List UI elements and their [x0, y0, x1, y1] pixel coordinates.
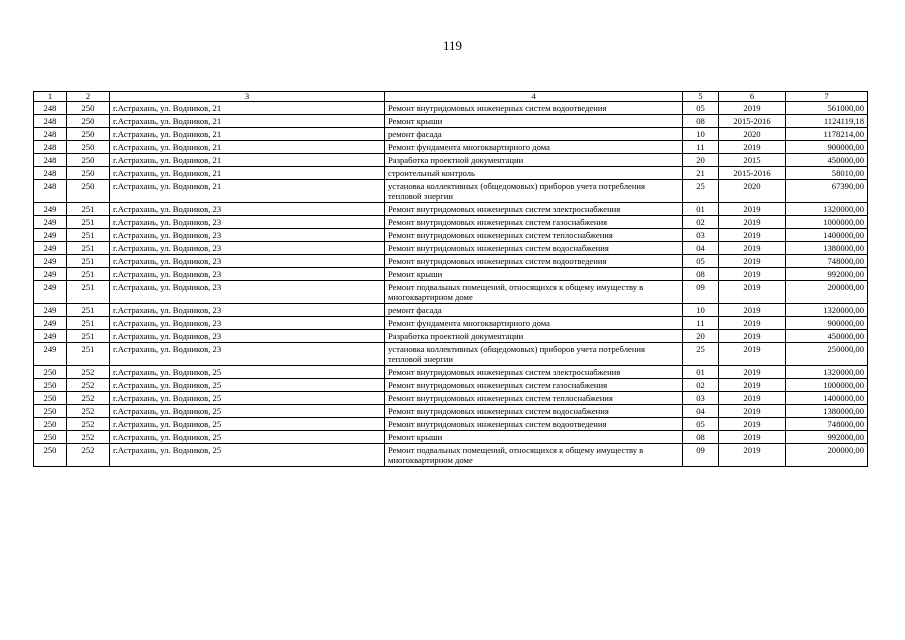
- cell-work-code: 08: [683, 431, 719, 444]
- cell-row-index: 250: [34, 418, 67, 431]
- cell-work-type: Ремонт фундамента многоквартирного дома: [385, 317, 683, 330]
- cell-row-index: 249: [34, 216, 67, 229]
- cell-work-code: 21: [683, 167, 719, 180]
- cell-work-type: Ремонт внутридомовых инженерных систем водоснабжения: [385, 405, 683, 418]
- cell-object-number: 250: [67, 154, 110, 167]
- column-header-5: 5: [683, 92, 719, 102]
- cell-amount: 561000,00: [786, 102, 868, 115]
- table-row: [34, 343, 868, 366]
- works-table: [33, 91, 868, 467]
- column-header-4: 4: [385, 92, 683, 102]
- cell-period: 2015: [719, 154, 786, 167]
- cell-work-code: 03: [683, 392, 719, 405]
- cell-address: г.Астрахань, ул. Водников, 23: [110, 281, 385, 304]
- cell-work-type: Ремонт внутридомовых инженерных систем водоотведения: [385, 418, 683, 431]
- cell-period: 2019: [719, 268, 786, 281]
- cell-work-code: 02: [683, 379, 719, 392]
- cell-period: 2019: [719, 405, 786, 418]
- cell-amount: 992000,00: [786, 431, 868, 444]
- cell-row-index: 248: [34, 102, 67, 115]
- cell-amount: 992000,00: [786, 268, 868, 281]
- table-row: [34, 255, 868, 268]
- cell-row-index: 249: [34, 343, 67, 366]
- table-row: [34, 154, 868, 167]
- cell-work-code: 04: [683, 405, 719, 418]
- cell-object-number: 250: [67, 141, 110, 154]
- cell-row-index: 249: [34, 268, 67, 281]
- column-header-7: 7: [786, 92, 868, 102]
- cell-amount: 748000,00: [786, 255, 868, 268]
- cell-work-type: Ремонт подвальных помещений, относящихся к общему имуществу в многоквартирном доме: [385, 444, 683, 467]
- cell-object-number: 251: [67, 343, 110, 366]
- cell-row-index: 248: [34, 115, 67, 128]
- cell-amount: 900000,00: [786, 141, 868, 154]
- cell-row-index: 248: [34, 167, 67, 180]
- cell-work-type: Ремонт внутридомовых инженерных систем газоснабжения: [385, 379, 683, 392]
- cell-address: г.Астрахань, ул. Водников, 25: [110, 405, 385, 418]
- cell-address: г.Астрахань, ул. Водников, 21: [110, 115, 385, 128]
- cell-period: 2019: [719, 431, 786, 444]
- cell-object-number: 250: [67, 102, 110, 115]
- cell-object-number: 252: [67, 418, 110, 431]
- cell-work-type: установка коллективных (общедомовых) приборов учета потребления тепловой энергии: [385, 180, 683, 203]
- cell-row-index: 249: [34, 304, 67, 317]
- cell-period: 2019: [719, 242, 786, 255]
- cell-work-type: Ремонт внутридомовых инженерных систем электроснабжения: [385, 366, 683, 379]
- cell-object-number: 252: [67, 379, 110, 392]
- cell-row-index: 249: [34, 317, 67, 330]
- cell-period: 2019: [719, 343, 786, 366]
- cell-address: г.Астрахань, ул. Водников, 25: [110, 366, 385, 379]
- cell-work-code: 09: [683, 281, 719, 304]
- cell-object-number: 251: [67, 281, 110, 304]
- table-row: [34, 242, 868, 255]
- column-header-1: 1: [34, 92, 67, 102]
- cell-address: г.Астрахань, ул. Водников, 23: [110, 229, 385, 242]
- table-body: [34, 102, 868, 467]
- cell-amount: 1320000,00: [786, 203, 868, 216]
- cell-work-code: 11: [683, 141, 719, 154]
- cell-amount: 1400000,00: [786, 229, 868, 242]
- cell-object-number: 252: [67, 444, 110, 467]
- cell-work-code: 01: [683, 366, 719, 379]
- cell-object-number: 252: [67, 392, 110, 405]
- cell-row-index: 249: [34, 203, 67, 216]
- cell-work-code: 05: [683, 418, 719, 431]
- table-row: [34, 203, 868, 216]
- table-row: [34, 216, 868, 229]
- cell-address: г.Астрахань, ул. Водников, 21: [110, 180, 385, 203]
- cell-work-code: 02: [683, 216, 719, 229]
- cell-address: г.Астрахань, ул. Водников, 23: [110, 304, 385, 317]
- cell-work-type: Ремонт крыши: [385, 268, 683, 281]
- table-header-row: [34, 92, 868, 102]
- cell-address: г.Астрахань, ул. Водников, 25: [110, 431, 385, 444]
- cell-period: 2015-2016: [719, 167, 786, 180]
- cell-amount: 1380000,00: [786, 405, 868, 418]
- cell-address: г.Астрахань, ул. Водников, 21: [110, 128, 385, 141]
- cell-address: г.Астрахань, ул. Водников, 23: [110, 343, 385, 366]
- table-row: [34, 167, 868, 180]
- cell-work-type: Ремонт крыши: [385, 115, 683, 128]
- table-row: [34, 268, 868, 281]
- table-row: [34, 392, 868, 405]
- cell-work-code: 05: [683, 255, 719, 268]
- cell-work-type: Ремонт внутридомовых инженерных систем газоснабжения: [385, 216, 683, 229]
- cell-object-number: 251: [67, 317, 110, 330]
- cell-row-index: 250: [34, 379, 67, 392]
- cell-amount: 1320000,00: [786, 304, 868, 317]
- cell-period: 2020: [719, 180, 786, 203]
- cell-amount: 450000,00: [786, 154, 868, 167]
- table-row: [34, 281, 868, 304]
- cell-period: 2019: [719, 141, 786, 154]
- cell-work-type: Ремонт внутридомовых инженерных систем электроснабжения: [385, 203, 683, 216]
- cell-amount: 58010,00: [786, 167, 868, 180]
- cell-row-index: 250: [34, 405, 67, 418]
- table-row: [34, 180, 868, 203]
- cell-work-type: ремонт фасада: [385, 128, 683, 141]
- cell-row-index: 250: [34, 444, 67, 467]
- cell-period: 2019: [719, 392, 786, 405]
- cell-work-type: Ремонт внутридомовых инженерных систем теплоснабжения: [385, 229, 683, 242]
- table-row: [34, 444, 868, 467]
- cell-work-type: Ремонт подвальных помещений, относящихся к общему имуществу в многоквартирном доме: [385, 281, 683, 304]
- cell-address: г.Астрахань, ул. Водников, 25: [110, 418, 385, 431]
- cell-work-code: 08: [683, 268, 719, 281]
- cell-address: г.Астрахань, ул. Водников, 21: [110, 141, 385, 154]
- cell-period: 2015-2016: [719, 115, 786, 128]
- cell-address: г.Астрахань, ул. Водников, 23: [110, 255, 385, 268]
- cell-work-type: установка коллективных (общедомовых) приборов учета потребления тепловой энергии: [385, 343, 683, 366]
- cell-address: г.Астрахань, ул. Водников, 25: [110, 379, 385, 392]
- cell-work-code: 05: [683, 102, 719, 115]
- cell-amount: 900000,00: [786, 317, 868, 330]
- table-row: [34, 229, 868, 242]
- column-header-2: 2: [67, 92, 110, 102]
- cell-work-code: 20: [683, 330, 719, 343]
- cell-period: 2019: [719, 203, 786, 216]
- cell-amount: 250000,00: [786, 343, 868, 366]
- cell-work-type: Ремонт фундамента многоквартирного дома: [385, 141, 683, 154]
- cell-row-index: 248: [34, 141, 67, 154]
- cell-object-number: 251: [67, 268, 110, 281]
- cell-period: 2019: [719, 366, 786, 379]
- cell-work-type: Ремонт внутридомовых инженерных систем водоснабжения: [385, 242, 683, 255]
- table-row: [34, 405, 868, 418]
- cell-row-index: 248: [34, 128, 67, 141]
- cell-row-index: 248: [34, 154, 67, 167]
- cell-work-code: 03: [683, 229, 719, 242]
- cell-address: г.Астрахань, ул. Водников, 25: [110, 392, 385, 405]
- cell-work-type: Ремонт внутридомовых инженерных систем теплоснабжения: [385, 392, 683, 405]
- cell-amount: 748000,00: [786, 418, 868, 431]
- cell-address: г.Астрахань, ул. Водников, 23: [110, 203, 385, 216]
- cell-object-number: 250: [67, 167, 110, 180]
- cell-object-number: 252: [67, 405, 110, 418]
- cell-address: г.Астрахань, ул. Водников, 23: [110, 268, 385, 281]
- cell-row-index: 249: [34, 255, 67, 268]
- table-row: [34, 330, 868, 343]
- column-header-6: 6: [719, 92, 786, 102]
- cell-amount: 1000000,00: [786, 216, 868, 229]
- table-row: [34, 317, 868, 330]
- cell-work-type: Ремонт крыши: [385, 431, 683, 444]
- cell-object-number: 251: [67, 304, 110, 317]
- cell-work-code: 08: [683, 115, 719, 128]
- cell-period: 2019: [719, 330, 786, 343]
- cell-address: г.Астрахань, ул. Водников, 21: [110, 154, 385, 167]
- cell-row-index: 248: [34, 180, 67, 203]
- cell-object-number: 252: [67, 431, 110, 444]
- cell-address: г.Астрахань, ул. Водников, 23: [110, 216, 385, 229]
- cell-amount: 1124119,18: [786, 115, 868, 128]
- cell-row-index: 249: [34, 281, 67, 304]
- cell-work-type: ремонт фасада: [385, 304, 683, 317]
- cell-work-type: Разработка проектной документации: [385, 154, 683, 167]
- cell-period: 2019: [719, 229, 786, 242]
- table-row: [34, 304, 868, 317]
- cell-period: 2019: [719, 379, 786, 392]
- table-row: [34, 141, 868, 154]
- cell-amount: 200000,00: [786, 281, 868, 304]
- cell-work-code: 10: [683, 304, 719, 317]
- cell-period: 2019: [719, 216, 786, 229]
- cell-row-index: 250: [34, 366, 67, 379]
- cell-period: 2019: [719, 102, 786, 115]
- cell-period: 2020: [719, 128, 786, 141]
- cell-amount: 1400000,00: [786, 392, 868, 405]
- cell-row-index: 250: [34, 392, 67, 405]
- cell-object-number: 250: [67, 115, 110, 128]
- cell-object-number: 251: [67, 330, 110, 343]
- cell-object-number: 251: [67, 203, 110, 216]
- cell-amount: 200000,00: [786, 444, 868, 467]
- cell-work-code: 25: [683, 343, 719, 366]
- cell-amount: 1320000,00: [786, 366, 868, 379]
- cell-work-type: Ремонт внутридомовых инженерных систем водоотведения: [385, 255, 683, 268]
- page-number: 119: [442, 38, 463, 53]
- cell-amount: 67390,00: [786, 180, 868, 203]
- cell-period: 2019: [719, 281, 786, 304]
- cell-row-index: 249: [34, 330, 67, 343]
- cell-address: г.Астрахань, ул. Водников, 23: [110, 330, 385, 343]
- cell-work-code: 09: [683, 444, 719, 467]
- cell-object-number: 250: [67, 128, 110, 141]
- cell-address: г.Астрахань, ул. Водников, 23: [110, 242, 385, 255]
- cell-row-index: 249: [34, 229, 67, 242]
- cell-object-number: 251: [67, 242, 110, 255]
- table-row: [34, 115, 868, 128]
- cell-work-code: 01: [683, 203, 719, 216]
- cell-address: г.Астрахань, ул. Водников, 23: [110, 317, 385, 330]
- cell-work-type: Ремонт внутридомовых инженерных систем водоотведения: [385, 102, 683, 115]
- cell-address: г.Астрахань, ул. Водников, 25: [110, 444, 385, 467]
- cell-object-number: 250: [67, 180, 110, 203]
- cell-period: 2019: [719, 444, 786, 467]
- cell-object-number: 251: [67, 216, 110, 229]
- table-row: [34, 366, 868, 379]
- cell-work-type: Разработка проектной документации: [385, 330, 683, 343]
- table-row: [34, 418, 868, 431]
- cell-work-code: 25: [683, 180, 719, 203]
- cell-amount: 1178214,00: [786, 128, 868, 141]
- cell-work-code: 20: [683, 154, 719, 167]
- cell-period: 2019: [719, 304, 786, 317]
- cell-period: 2019: [719, 255, 786, 268]
- cell-address: г.Астрахань, ул. Водников, 21: [110, 102, 385, 115]
- cell-amount: 1000000,00: [786, 379, 868, 392]
- cell-work-type: строительный контроль: [385, 167, 683, 180]
- cell-object-number: 251: [67, 229, 110, 242]
- table-row: [34, 102, 868, 115]
- cell-work-code: 10: [683, 128, 719, 141]
- table-row: [34, 128, 868, 141]
- cell-row-index: 250: [34, 431, 67, 444]
- cell-address: г.Астрахань, ул. Водников, 21: [110, 167, 385, 180]
- cell-amount: 450000,00: [786, 330, 868, 343]
- cell-work-code: 04: [683, 242, 719, 255]
- cell-object-number: 252: [67, 366, 110, 379]
- cell-object-number: 251: [67, 255, 110, 268]
- table-row: [34, 431, 868, 444]
- cell-period: 2019: [719, 418, 786, 431]
- cell-row-index: 249: [34, 242, 67, 255]
- table-row: [34, 379, 868, 392]
- cell-amount: 1380000,00: [786, 242, 868, 255]
- cell-period: 2019: [719, 317, 786, 330]
- column-header-3: 3: [110, 92, 385, 102]
- cell-work-code: 11: [683, 317, 719, 330]
